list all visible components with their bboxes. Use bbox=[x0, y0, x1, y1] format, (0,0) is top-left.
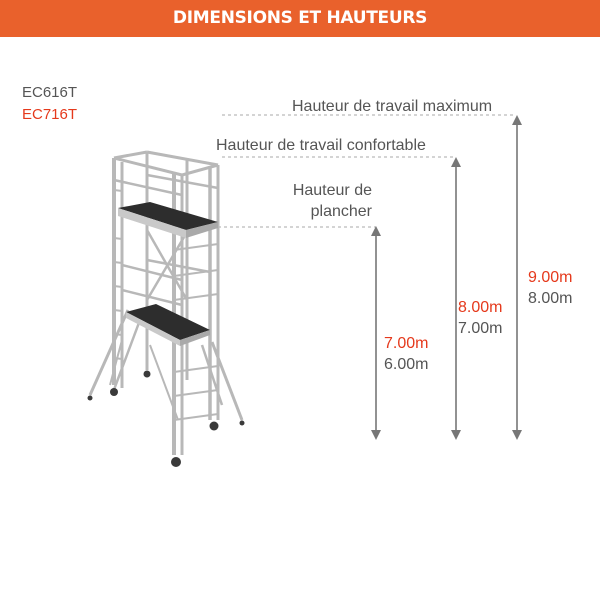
comfortable-height-label: Hauteur de travail confortable bbox=[216, 137, 426, 154]
upper-platform bbox=[118, 202, 218, 238]
max-height-value-ec716t: 9.00m bbox=[528, 269, 573, 286]
max-height-label: Hauteur de travail maximum bbox=[292, 98, 493, 115]
model-ec716t-label: EC716T bbox=[22, 106, 78, 123]
scaffold-tower-illustration bbox=[90, 152, 242, 455]
max-height-value-ec616t: 8.00m bbox=[528, 290, 573, 307]
floor-height-value-ec716t: 7.00m bbox=[384, 335, 429, 352]
castor-wheels bbox=[88, 371, 245, 468]
title-banner: DIMENSIONS ET HAUTEURS bbox=[0, 0, 600, 37]
floor-height-arrow bbox=[371, 226, 381, 440]
max-height-arrow bbox=[512, 115, 522, 440]
comfortable-height-value-ec716t: 8.00m bbox=[458, 299, 503, 316]
model-ec616t-label: EC616T bbox=[22, 84, 78, 101]
floor-height-label-line2: plancher bbox=[310, 203, 372, 220]
comfortable-height-value-ec616t: 7.00m bbox=[458, 320, 503, 337]
floor-height-value-ec616t: 6.00m bbox=[384, 356, 429, 373]
floor-height-label-line1: Hauteur de bbox=[292, 182, 372, 199]
